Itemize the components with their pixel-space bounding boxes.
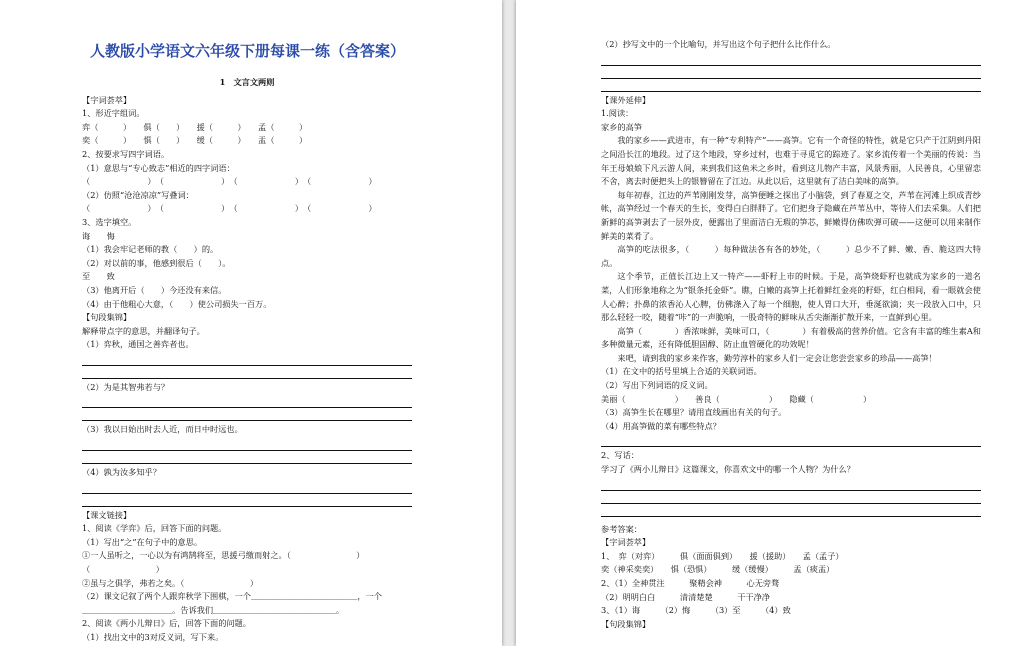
document-page-right xyxy=(516,0,1025,646)
question-line: 至 致 xyxy=(82,271,115,282)
question-line: （4）用高笋做的菜有哪些特点？ xyxy=(601,420,721,431)
question-line: ＿＿＿＿＿＿＿＿＿＿＿。告诉我们＿＿＿＿＿＿＿＿＿＿＿＿＿＿＿。 xyxy=(82,604,345,615)
question-line: （1）在文中的括号里填上合适的关联词语。 xyxy=(601,366,762,377)
question-line: （1）找出文中的3对反义词，写下来。 xyxy=(82,632,224,642)
answer-line xyxy=(82,496,412,507)
question-line: （1）弈秋，通国之善弈者也。 xyxy=(82,339,194,350)
question-line: （4）孰为汝多知乎？ xyxy=(82,467,161,478)
question-line: 美丽（ ） 善良（ ） 隐藏（ ） xyxy=(601,393,872,404)
question-line: 诲 悔 xyxy=(82,230,115,241)
answer-line xyxy=(82,410,412,421)
page-content xyxy=(82,38,412,646)
question-line: （1）我会牢记老师的教（ ）的。 xyxy=(82,244,219,255)
answer-line xyxy=(82,453,412,464)
answer-line-text: 奕（神采奕奕） 惧（恐惧） 缓（缓慢） 盂（痰盂） xyxy=(601,564,835,575)
question-line: ①一人虽听之，一心以为有鸿鹄将至，思援弓缴而射之。（ ） xyxy=(82,550,365,561)
question-line: （4）由于他粗心大意，（ ）使公司损失一百万。 xyxy=(82,298,272,309)
reading-paragraph: 高笋（ ）香浓味鲜，美味可口，（ ）有着极高的营养价值。它含有丰富的维生素A和多种微量元素，还有降低胆固醇、防止血管硬化的功效呢！ xyxy=(601,325,981,350)
answer-line-text: 1、 弈（对弈） 俱（面面俱到） 援（援助） 孟（孟子） xyxy=(601,550,844,561)
answer-line-text: （2）明明白白 清清楚楚 干干净净 xyxy=(601,591,770,602)
question-line: 解释带点字的意思，并翻译句子。 xyxy=(82,325,205,336)
question-line: （2）抄写文中的一个比喻句，并写出这个句子把什么比作什么。 xyxy=(601,39,836,49)
question-line: 2、写话： xyxy=(601,450,639,461)
answer-lines xyxy=(601,433,981,447)
answer-line xyxy=(82,440,412,451)
answer-key-heading: 参考答案： xyxy=(601,523,642,534)
reading-paragraph: 我的家乡——武进市，有一种“专利特产”——高笋。它有一个奇怪的特性，就是它只产于江阴到丹阳之间沿长江的地段。过了这个地段，穿乡过村，也难于寻觅它的踪迹了。家乡流传着一个美丽的传说：当年王母娘娘下凡云游人间，来到我们这鱼米之乡时，看到这儿物产丰富，风景秀丽，人民善良，心里留恋不舍，离去时便把头上的银簪留在了江边。从此以后，这里就有了洁白美味的高笋。 xyxy=(601,135,981,187)
answer-lines xyxy=(601,477,981,517)
lesson-title: 1 文言文两则 xyxy=(219,77,275,87)
page-content xyxy=(601,38,981,631)
answer-line xyxy=(82,368,412,379)
question-line: （1）写出“之”在句子中的意思。 xyxy=(82,536,203,547)
answer-line xyxy=(601,506,981,517)
question-line: （2）为是其智弗若与？ xyxy=(82,381,170,392)
question-line: （1）意思与“专心致志”相近的四字词语： xyxy=(82,162,235,173)
reading-paragraph: 高笋的吃法很多，（ ）每种做法各有各的妙处，（ ）总少不了鲜、嫩、香、脆这四大特点。 xyxy=(601,244,981,268)
question-line: 2、阅读《两小儿辩日》后，回答下面的问题。 xyxy=(82,618,251,629)
section-heading: 【课文链接】 xyxy=(82,509,132,520)
section-heading: 【句段集锦】 xyxy=(601,618,651,629)
question-line: 1、阅读《学弈》后，回答下面的问题。 xyxy=(82,523,227,534)
question-line: （ ） （ ） （ ） （ ） xyxy=(82,203,377,214)
question-line: （3）他离开后（ ）今还没有来信。 xyxy=(82,284,227,295)
question-line: （3）高笋生长在哪里？请用直线画出有关的句子。 xyxy=(601,407,787,418)
answer-line xyxy=(601,436,981,447)
answer-line-text: 3、（1）诲 （2）悔 （3）至 （4）致 xyxy=(601,605,791,616)
question-line: （2）对以前的事，他感到很后（ ）。 xyxy=(82,257,231,268)
question-line: 2、按要求写四字词语。 xyxy=(82,148,170,159)
section-heading: 【句段集锦】 xyxy=(82,312,132,323)
answer-lines xyxy=(601,52,981,92)
answer-lines xyxy=(82,352,412,379)
question-line: 1、形近字组词。 xyxy=(82,108,145,119)
answer-line xyxy=(82,397,412,408)
section-heading: 【课外延伸】 xyxy=(601,94,651,105)
question-line: （2）仿照“沧沧凉凉”写叠词： xyxy=(82,189,194,200)
question-line: （ ） xyxy=(82,564,164,575)
section-heading: 【字词荟萃】 xyxy=(601,537,651,548)
document-title: 人教版小学语文六年级下册每课一练（含答案） xyxy=(90,42,406,60)
question-line: （ ） （ ） （ ） （ ） xyxy=(82,176,377,187)
answer-line xyxy=(82,355,412,366)
question-line: 弈（ ） 俱（ ） 援（ ） 孟（ ） xyxy=(82,121,308,132)
question-line: （2）课文记叙了两个人跟弈秋学下围棋，一个＿＿＿＿＿＿＿＿＿＿＿＿＿，一个 xyxy=(82,591,382,602)
answer-line xyxy=(601,68,981,79)
answer-line xyxy=(601,55,981,66)
reading-paragraph: 来吧，请到我的家乡来作客，勤劳淳朴的家乡人们一定会让您尝尝家乡的珍品——高笋！ xyxy=(617,352,937,363)
answer-line xyxy=(601,493,981,504)
answer-line xyxy=(601,81,981,92)
answer-lines xyxy=(82,437,412,464)
question-line: （3）我以日始出时去人近，而日中时远也。 xyxy=(82,424,243,435)
question-line: ②虽与之俱学，弗若之矣。（ ） xyxy=(82,577,259,588)
answer-line xyxy=(601,480,981,491)
reading-title: 家乡的高笋 xyxy=(601,121,642,132)
answer-line-text: 2、（1）全神贯注 聚精会神 心无旁骛 xyxy=(601,578,780,588)
section-heading: 【字词荟萃】 xyxy=(82,94,132,105)
reading-paragraph: 这个季节，正值长江边上又一特产——虾籽上市的时候。于是，高笋烧虾籽也就成为家乡的一道名菜，人们形象地称之为“银条托金虾”。瞧，白嫩的高笋上托着鲜红金亮的籽虾，红白相间，看一眼就会使人心醉；扑鼻的浓香沁人心脾，仿佛涤入了每一个细胞，使人胃口大开，垂涎欲滴；夹一段放入口中，只那么轻轻一咬，随着“咔”的一声脆响，一股奇特的鲜味从舌尖渐渐扩散开来，一直鲜到心里。 xyxy=(601,271,981,323)
answer-line xyxy=(82,483,412,494)
question-line: 3、选字填空。 xyxy=(82,216,137,227)
question-line: 1.阅读： xyxy=(601,108,634,119)
question-line: （2）写出下列词语的反义词。 xyxy=(601,380,713,391)
reading-paragraph: 每年初春，江边的芦苇刚刚发芽，高笋便睡之探出了小脑袋，到了春夏之交，芦苇在河滩上织成青纱帐，高笋经过一个春天的生长，变得白白胖胖了。它们把身子隐藏在芦苇丛中，等待人们去采集。人们把新鲜的高笋剥去了一层外皮，便露出了里面洁白无瑕的笋芯，鲜嫩得仿佛吹弹可破——这便可以用来制作鲜美的菜肴了。 xyxy=(601,189,981,241)
question-line: 奕（ ） 惧（ ） 缓（ ） 盂（ ） xyxy=(82,135,308,146)
document-page-left xyxy=(0,0,502,646)
answer-lines xyxy=(82,480,412,507)
answer-lines xyxy=(82,394,412,421)
question-line: 学习了《两小儿辩日》这篇课文，你喜欢文中的哪一个人物？为什么？ xyxy=(601,464,855,475)
